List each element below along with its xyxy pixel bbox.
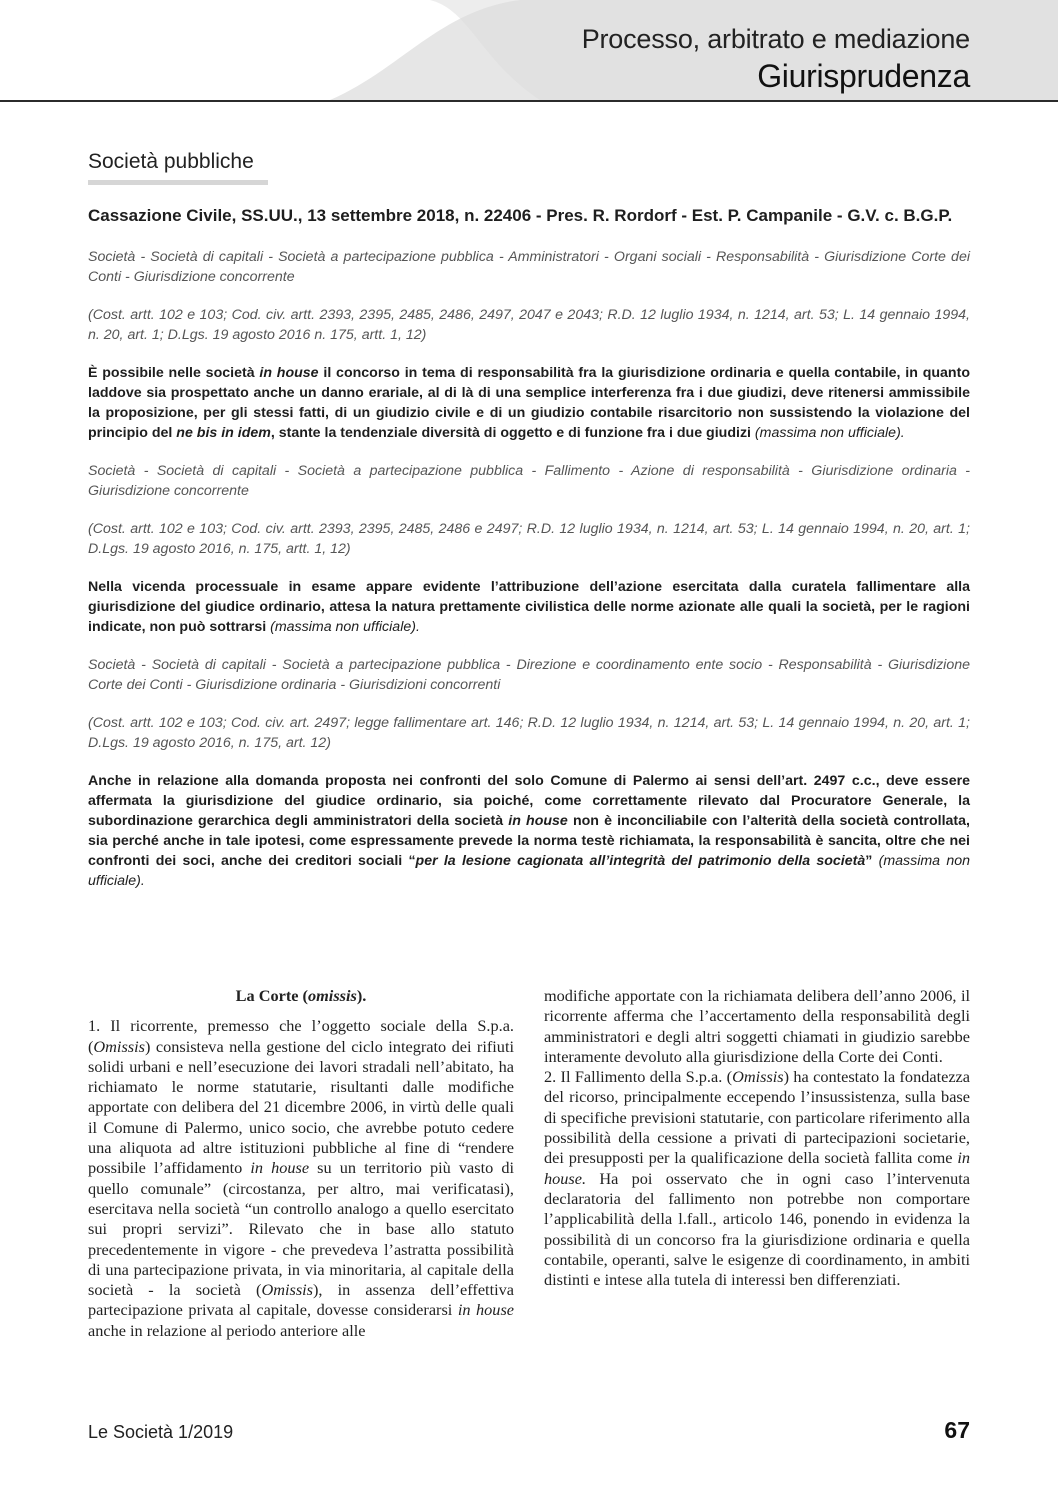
massima-3 <box>88 771 970 891</box>
paragraph-text: ) consisteva nella gestione del ciclo integrato dei rifiuti solidi urbani e nell’esecuzione dei lavori stradali nell’abitato, ha richiamato le norme statutarie, risultanti dalle modifiche apportate con delibera del 21 dicembre 2006, in virtù delle quali il Comune di Palermo, unico socio, che avrebbe potuto cedere una aliquota ad altre istituzioni pubbliche al fine di “rendere possibile l’affidamento <box>88 1036 514 1178</box>
body-column-left <box>88 986 514 1341</box>
massima-2-text: Nella vicenda processuale in esame appare evidente l’attribuzione dell’azione esercitata dalla curatela fallimentare alla giurisdizione del giudice ordinario, attesa la natura prettamente civilistica delle norme azionate alle quali la società, per le ragioni indicate, non può sottrarsi <box>88 579 970 635</box>
massima-1-text: il concorso in tema di responsabilità fra la giurisdizione ordinaria e quella contabile, in quanto laddove sia prospettato anche un danno erariale, al di là di una semplice interferenza fra i due giudizi, deve ritenersi ammissibile la proposizione, per gli stessi fatti, di un giudizio civile e di un giudizio contabile risarcitorio non sussistendo la violazione del principio del <box>88 365 970 441</box>
massima-3-emph: in house <box>508 813 568 829</box>
paragraph-text: ) ha contestato la fondatezza del ricorso, principalmente eccependo l’insussistenza, sulla base di specifiche previsioni statutarie, con particolare riferimento alla possibilità della cessione a privati di partecipazioni societarie, dei presupposti per la qualificazione della società fallita come <box>544 1067 971 1168</box>
header-rule <box>0 100 1058 102</box>
massima-3-note: (massima non ufficiale). <box>88 853 970 889</box>
body-heading-emph: omissis <box>307 986 357 1005</box>
paragraph-text: Ha poi osservato che in ogni caso l’intervenuta declaratoria del fallimento non potrebbe non comportare l’applicabilità della l.fall., articolo 146, ponendo in evidenza la possibilità di un concorso fra la giurisdizione ordinaria e quella contabile, operanti, salve le esigenze di coordinamento, in ambiti distinti e intese alla tutela di interessi ben differenziati. <box>544 1168 970 1290</box>
massima-1-text: , stante la tendenziale diversità di oggetto e di funzione fra i due giudizi <box>270 425 751 441</box>
footer-journal: Le Società 1/2019 <box>88 1422 234 1442</box>
body-column-right <box>544 986 970 1290</box>
case-title: Cassazione Civile, SS.UU., 13 settembre 2018, n. 22406 - Pres. R. Rordorf - Est. P. Campanile - G.V. c. B.G.P. <box>88 206 953 225</box>
paragraph-text: anche in relazione al periodo anteriore alle <box>88 1320 366 1340</box>
keywords-3: Società - Società di capitali - Società a partecipazione pubblica - Direzione e coordinamento ente socio - Responsabilità - Giurisdizione Corte dei Conti - Giurisdizione ordinaria - Giurisdizioni concorrenti <box>88 657 970 693</box>
keywords-1: Società - Società di capitali - Società a partecipazione pubblica - Amministratori - Organi sociali - Responsabilità - Giurisdizione Corte dei Conti - Giurisdizione concorrente <box>88 249 970 285</box>
paragraph-emph: Omissis <box>93 1036 145 1056</box>
abstract-section <box>88 205 970 909</box>
references-3: (Cost. artt. 102 e 103; Cod. civ. art. 2497; legge fallimentare art. 146; R.D. 12 luglio 1934, n. 1214, art. 53; L. 14 gennaio 1994, n. 20, art. 1; D.Lgs. 19 agosto 2016, n. 175, art. 12) <box>88 715 970 751</box>
topic-underline <box>88 180 268 185</box>
paragraph-text: 1. Il ricorrente, premesso che l’oggetto sociale della S.p.a. ( <box>88 1016 514 1056</box>
massima-3-text: Anche in relazione alla domanda proposta nei confronti del solo Comune di Palermo ai sensi dell’art. 2497 c.c., deve essere affermata la giurisdizione del giudice ordinario, sia poiché, come correttamente rilevato dal Procuratore Generale, la subordinazione gerarchica degli amministratori della società <box>88 773 970 829</box>
massima-2-note: (massima non ufficiale). <box>266 619 420 635</box>
topic-title: Società pubbliche <box>88 150 254 173</box>
paragraph-1-continued: modifiche apportate con la richiamata delibera dell’anno 2006, il ricorrente afferma che l’accertamento della responsabilità degli amministratori e degli altri soggetti chiamati in giudizio sarebbe interamente devoluto alla giurisdizione della Corte dei Conti. <box>544 986 970 1066</box>
paragraph-1 <box>88 1016 514 1341</box>
keywords-2: Società - Società di capitali - Società a partecipazione pubblica - Fallimento - Azione di responsabilità - Giurisdizione ordinaria - Giurisdizione concorrente <box>88 463 970 499</box>
massima-3-text: non è inconciliabile con l’alterità della società controllata, sia perché anche in tale ipotesi, come espressamente prevede la norma testè richiamata, la responsabilità è sancita, oltre che nei confronti dei soci, anche dei creditori sociali “ <box>88 813 970 869</box>
page-number: 67 <box>944 1417 970 1443</box>
references-2: (Cost. artt. 102 e 103; Cod. civ. artt. 2393, 2395, 2485, 2486 e 2497; R.D. 12 luglio 1934, n. 1214, art. 53; L. 14 gennaio 1994, n. 20, art. 1; D.Lgs. 19 agosto 2016, n. 175, artt. 1, 12) <box>88 521 970 557</box>
paragraph-emph: in house <box>250 1158 310 1178</box>
massima-3-emph: per la lesione cagionata all’integrità del patrimonio della società <box>415 853 866 869</box>
massima-1-note: (massima non ufficiale). <box>750 425 905 441</box>
body-heading-text: ). <box>356 986 367 1005</box>
massima-1-text: È possibile nelle società <box>88 365 260 381</box>
massima-2 <box>88 577 970 637</box>
paragraph-2 <box>544 1067 970 1290</box>
section-label: Processo, arbitrato e mediazione <box>581 24 970 54</box>
body-heading-text: La Corte ( <box>235 986 308 1005</box>
header-band <box>0 0 1058 102</box>
massima-3-text: ” <box>865 853 873 869</box>
massima-1 <box>88 363 970 443</box>
paragraph-text: ), in assenza dell’effettiva partecipazione privata al capitale, dovesse considerarsi <box>88 1280 514 1320</box>
massima-1-emph: ne bis in idem <box>176 425 271 441</box>
section-title: Giurisprudenza <box>757 58 970 94</box>
paragraph-text: 2. Il Fallimento della S.p.a. ( <box>544 1067 733 1087</box>
massima-1-emph: in house <box>259 365 319 381</box>
body-heading <box>88 986 514 1006</box>
paragraph-emph: Omissis <box>732 1067 784 1087</box>
references-1: (Cost. artt. 102 e 103; Cod. civ. artt. 2393, 2395, 2485, 2486, 2497, 2047 e 2043; R.D. 12 luglio 1934, n. 1214, art. 53; L. 14 gennaio 1994, n. 20, art. 1; D.Lgs. 19 agosto 2016 n. 175, artt. 1, 12) <box>88 307 970 343</box>
paragraph-emph: in house <box>457 1300 515 1320</box>
paragraph-text: su un territorio più vasto di quello comunale” (circostanza, per altro, mai verificatasi), esercitava nella società “un controllo analogo a quello esercitato sui propri servizi”. Rilevato che in base allo statuto precedentemente in vigore - che prevedeva l’astratta possibilità di una partecipazione privata, in via minoritaria, al capitale della società - la società ( <box>88 1158 515 1300</box>
paragraph-emph: Omissis <box>261 1280 314 1300</box>
paragraph-emph: in house. <box>544 1148 970 1188</box>
